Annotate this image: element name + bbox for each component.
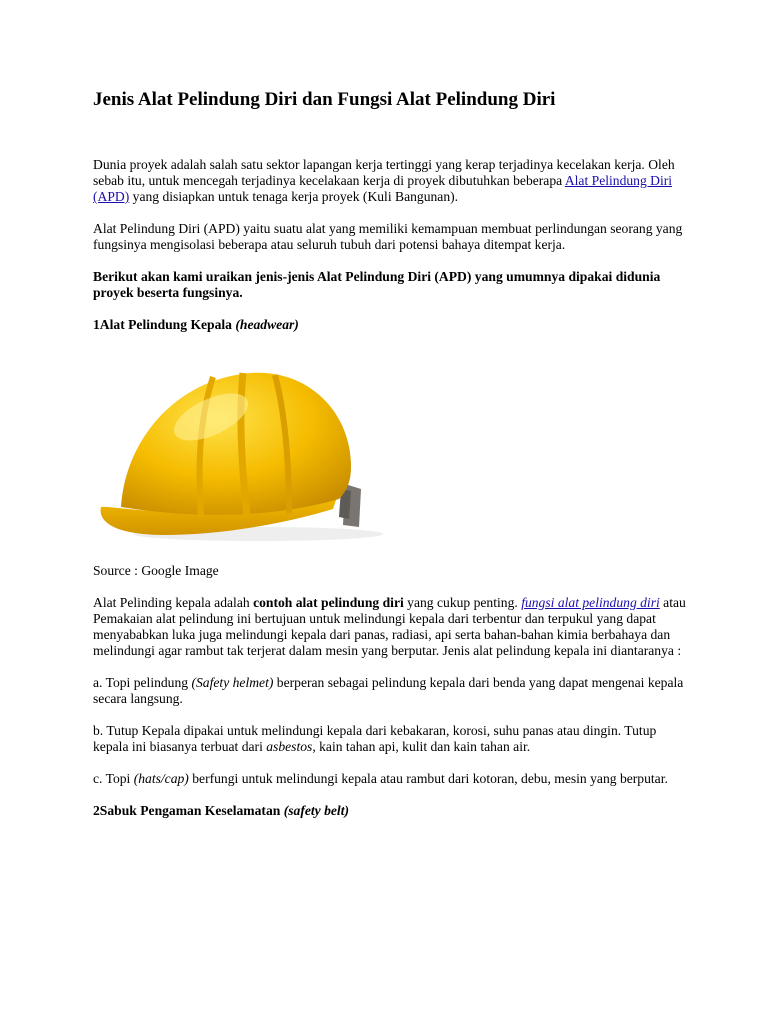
section-1-label: 1Alat Pelindung Kepala xyxy=(93,317,236,332)
item-c-italic: (hats/cap) xyxy=(133,771,189,786)
item-a-italic: (Safety helmet) xyxy=(191,675,274,690)
section-1-italic: (headwear) xyxy=(235,317,299,332)
item-c-text-2: berfungi untuk melindungi kepala atau rambut dari kotoran, debu, mesin yang berputar. xyxy=(188,771,668,786)
safety-helmet-image xyxy=(93,349,403,549)
fungsi-apd-link[interactable] xyxy=(521,595,660,610)
lead-paragraph xyxy=(93,269,693,301)
intro-paragraph xyxy=(93,157,693,205)
item-a-text-1: a. Topi pelindung xyxy=(93,675,192,690)
document-content xyxy=(93,88,693,819)
kepala-text-1: Alat Pelinding kepala adalah xyxy=(93,595,254,610)
section-heading-2 xyxy=(93,803,693,819)
lead-bold-text: Berikut akan kami uraikan jenis-jenis Alat Pelindung Diri (APD) yang umumnya dipakai didunia proyek beserta fungsinya. xyxy=(93,269,661,300)
image-source-caption: Source : Google Image xyxy=(93,563,219,578)
kepala-text-3: atau Pemakaian alat pelindung ini bertujuan untuk melindungi kepala dari terbentur dan terpukul yang dapat menyababkan luka juga melindungi kepala dari panas, radiasi, api serta bahan-bahan kimia berbahaya dan melindungi agar rambut tak terjerat dalam mesin yang berputar. Jenis alat pelindung kepala ini diantaranya : xyxy=(93,595,686,658)
definition-paragraph: Alat Pelindung Diri (APD) yaitu suatu alat yang memiliki kemampuan membuat perlindungan seorang yang fungsinya mengisolasi beberapa atau seluruh tubuh dari potensi bahaya ditempat kerja. xyxy=(93,221,683,252)
item-a-text-2: berperan sebagai pelindung kepala dari benda yang dapat mengenai kepala secara langsung. xyxy=(93,675,684,706)
item-b xyxy=(93,723,693,755)
apd-link[interactable]: Alat Pelindung Diri (APD) xyxy=(93,173,673,204)
item-b-italic: asbestos xyxy=(266,739,313,754)
item-c xyxy=(93,771,693,787)
section-2-italic: (safety belt) xyxy=(283,803,350,818)
item-b-text-2: , kain tahan api, kulit dan kain tahan air. xyxy=(312,739,531,754)
intro-text-2: yang disiapkan untuk tenaga kerja proyek (Kuli Bangunan). xyxy=(129,189,459,204)
section-2-label: 2Sabuk Pengaman Keselamatan xyxy=(93,803,284,818)
item-a xyxy=(93,675,693,707)
item-c-text-1: c. Topi xyxy=(93,771,134,786)
section-heading-1 xyxy=(93,317,693,333)
page-title: Jenis Alat Pelindung Diri dan Fungsi Alat Pelindung Diri xyxy=(93,89,556,110)
fungsi-apd-link-text[interactable]: fungsi alat pelindung diri xyxy=(521,595,660,610)
item-b-text-1: b. Tutup Kepala dipakai untuk melindungi kepala dari kebakaran, korosi, suhu panas atau dingin. Tutup kepala ini biasanya terbuat dari xyxy=(93,723,657,754)
kepala-bold: contoh alat pelindung diri xyxy=(253,595,404,610)
intro-text-1: Dunia proyek adalah salah satu sektor lapangan kerja tertinggi yang kerap terjadinya kecelakan kerja. Oleh sebab itu, untuk mencegah terjadinya kecelakaan kerja di proyek dibutuhkan beberapa xyxy=(93,157,675,188)
kepala-paragraph xyxy=(93,595,693,659)
kepala-text-2: yang cukup penting. xyxy=(403,595,522,610)
